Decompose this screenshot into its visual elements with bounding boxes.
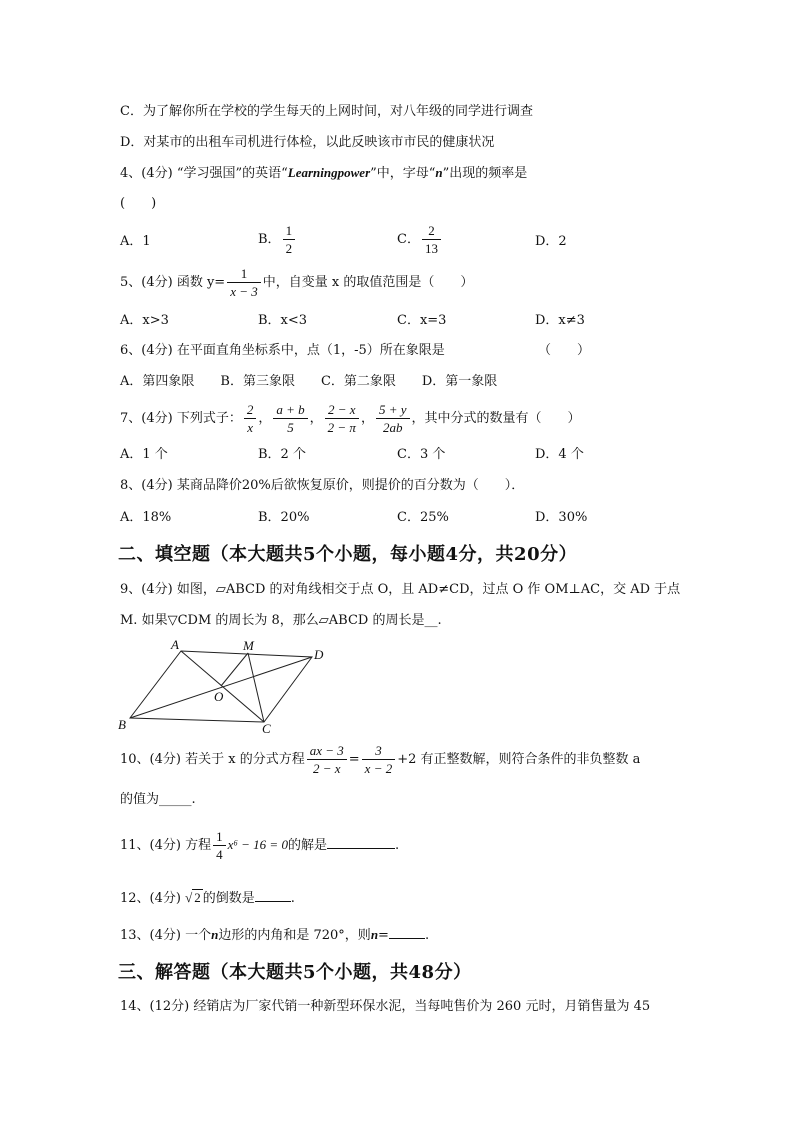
q4-word: Learningpower xyxy=(287,165,371,180)
q5-fraction: $\frac{1}{x - 3}$ xyxy=(227,265,261,300)
q4-option-c: C． $\frac{2}{13}$ xyxy=(397,222,443,257)
q7-option-a: A．1 个 xyxy=(120,447,168,462)
q11-stem: 11、(4分) 方程 $\frac{1}{4}$ x⁶ − 16 = 0的解是 . xyxy=(120,829,400,862)
q4-option-a: A．1 xyxy=(120,234,151,249)
q4-option-d: D．2 xyxy=(535,234,567,249)
q11-number: 11、(4分) xyxy=(120,838,181,853)
q5-text-post: 中，自变量 x 的取值范围是（ ） xyxy=(262,275,474,290)
q5-option-d: D．x≠3 xyxy=(535,313,585,328)
q8-stem: 8、(4分) 某商品降价20%后欲恢复原价，则提价的百分数为（ ）． xyxy=(120,478,525,493)
q4-text-post: ”出现的频率是 xyxy=(442,166,528,181)
q12-sqrt: √ 2 xyxy=(185,890,201,905)
q4-number: 4、(4分) xyxy=(120,166,173,181)
q5-option-a: A．x>3 xyxy=(120,313,169,328)
q10-line-2: 的值为_____. xyxy=(120,792,196,807)
q7-fraction-1: $\frac{2}{x}$ xyxy=(244,401,257,436)
q7-option-c: C．3 个 xyxy=(397,447,446,462)
diagonal-bd xyxy=(130,657,312,718)
q12-number: 12、(4分) xyxy=(120,891,181,906)
q7-fraction-4: $\frac{5 + y}{2ab}$ xyxy=(376,401,410,436)
segment-cm xyxy=(248,653,264,722)
q10-fraction-1: $\frac{ax - 3}{2 - x}$ xyxy=(307,742,347,777)
label-o: O xyxy=(214,689,224,704)
parallelogram-abcd xyxy=(130,651,312,722)
q7-number: 7、(4分) xyxy=(120,411,173,426)
segment-om xyxy=(221,653,248,686)
q10-stem xyxy=(120,742,640,777)
q12-text-post: 的倒数是 xyxy=(202,891,255,906)
q13-number: 13、(4分) xyxy=(120,928,181,943)
q4-text-mid: ”中，字母“ xyxy=(370,166,436,181)
q4-stem xyxy=(120,164,527,183)
q7-text-pre: 下列式子： xyxy=(176,411,242,426)
q8-option-d: D．30% xyxy=(535,510,588,525)
q11-text-pre: 方程 xyxy=(185,838,212,853)
section-3-heading: 三、解答题（本大题共5个小题，共48分） xyxy=(118,962,472,983)
q10-equals: = xyxy=(348,752,360,767)
q11-text-post: 的解是 xyxy=(287,838,327,853)
q7-text-post: ，其中分式的数量有（ ） xyxy=(411,411,581,426)
q9-line-2: M. 如果▽CDM 的周长为 8，那么▱ABCD 的周长是__. xyxy=(120,613,442,628)
section-2-heading: 二、填空题（本大题共5个小题，每小题4分，共20分） xyxy=(118,544,578,565)
label-c: C xyxy=(262,721,271,733)
q10-text-pre: 若关于 x 的分式方程 xyxy=(185,752,305,767)
q11-expression: x⁶ − 16 = 0 xyxy=(227,837,288,852)
label-b: B xyxy=(118,717,126,732)
q4-option-b-fraction: $\frac{1}{2}$ xyxy=(283,222,296,257)
q14-stem: 14、(12分) 经销店为厂家代销一种新型环保水泥，当每吨售价为 260 元时，月销售量为 45 xyxy=(120,999,651,1014)
label-d: D xyxy=(314,647,324,662)
q4-option-b: B． $\frac{1}{2}$ xyxy=(258,222,297,257)
q3-option-d: D．对某市的出租车司机进行体检，以此反映该市市民的健康状况 xyxy=(120,135,495,150)
q5-text-pre: 函数 y= xyxy=(176,275,226,290)
q7-fraction-3: $\frac{2 - x}{2 - \pi}$ xyxy=(325,401,359,436)
q3-option-c: C．为了解你所在学校的学生每天的上网时间，对八年级的同学进行调查 xyxy=(120,104,533,119)
q8-option-a: A．18% xyxy=(120,510,172,525)
q12-answer-blank[interactable] xyxy=(255,889,291,902)
q4-letter: n xyxy=(435,165,443,180)
q6-stem: 6、(4分) 在平面直角坐标系中，点（1，-5）所在象限是 xyxy=(120,343,445,358)
q8-option-b: B．20% xyxy=(258,510,310,525)
q6-options: A．第四象限 B．第三象限 C．第二象限 D．第一象限 xyxy=(120,374,498,389)
q7-fraction-2: $\frac{a + b}{5}$ xyxy=(273,401,307,436)
q13-stem: 13、(4分) 一个n边形的内角和是 720°，则n= . xyxy=(120,927,430,943)
q10-text-post: +2 有正整数解，则符合条件的非负整数 a xyxy=(397,752,641,767)
q11-fraction: $\frac{1}{4}$ xyxy=(213,828,226,863)
label-m: M xyxy=(243,638,254,653)
q4-option-c-fraction: $\frac{2}{13}$ xyxy=(422,222,441,257)
q5-option-c: C．x=3 xyxy=(397,313,447,328)
q6-answer-paren: （ ） xyxy=(538,343,591,358)
q7-option-d: D．4 个 xyxy=(535,447,584,462)
q10-fraction-2: $\frac{3}{x - 2}$ xyxy=(362,742,396,777)
q13-answer-blank[interactable] xyxy=(389,926,425,939)
q8-option-c: C．25% xyxy=(397,510,449,525)
q13-n: n xyxy=(211,927,219,942)
q4-answer-paren: ( ) xyxy=(120,196,157,211)
q5-option-b: B．x<3 xyxy=(258,313,308,328)
q7-stem: 7、(4分) 下列式子： $\frac{2}{x}$ ， $\frac{a + b}{5}$ ， $\frac{2 - x}{2 - \pi}$ ， $\frac{5 + y}{2ab}$ ，其中分式的数量有（ ） xyxy=(120,402,581,435)
q11-answer-blank[interactable] xyxy=(327,836,395,849)
q4-text-pre: “学习强国”的英语“ xyxy=(176,166,288,181)
q10-number: 10、(4分) xyxy=(120,752,181,767)
q9-line-1: 9、(4分) 如图，▱ABCD 的对角线相交于点 O，且 AD≠CD，过点 O 作 OM⊥AC，交 AD 于点 xyxy=(120,582,681,597)
q9-parallelogram-figure xyxy=(115,638,335,733)
q12-stem: 12、(4分) √ 2 的倒数是 . xyxy=(120,890,295,906)
label-a: A xyxy=(171,638,179,652)
q5-stem xyxy=(120,265,473,300)
q5-number: 5、(4分) xyxy=(120,275,173,290)
q7-option-b: B．2 个 xyxy=(258,447,306,462)
